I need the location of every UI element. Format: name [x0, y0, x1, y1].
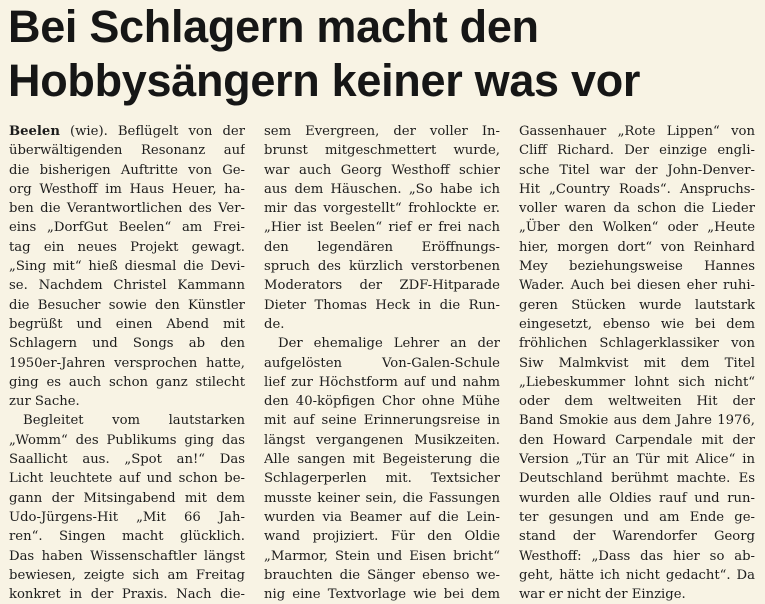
- text-line: spruch des kürzlich verstorbenen: [264, 259, 500, 275]
- text-line: Version „Tür an Tür mit Alice“ in: [519, 452, 755, 468]
- text-line: „Marmor, Stein und Eisen bricht“: [264, 548, 500, 564]
- text-line: „Hier ist Beelen“ rief er frei nach: [264, 220, 500, 236]
- text-line: ging es auch schon ganz stilecht: [9, 374, 245, 390]
- text-line: aufgelösten Von-Galen-Schule: [264, 355, 500, 371]
- text-line: org Westhoff im Haus Heuer, ha-: [9, 181, 245, 197]
- text-line: Dieter Thomas Heck in die Run-: [264, 297, 500, 313]
- text-line: begrüßt und einen Abend mit: [9, 316, 245, 332]
- text-line: nig eine Textvorlage wie bei dem: [264, 587, 500, 603]
- text-line: wand projiziert. Für den Oldie: [264, 529, 500, 545]
- text-line: voller waren da schon die Lieder: [519, 201, 755, 217]
- text-line: Westhoff: „Dass das hier so ab-: [519, 548, 755, 564]
- text-line: konkret in der Praxis. Nach die-: [9, 587, 245, 603]
- text-line: mir das vorgestellt“ frohlockte er.: [264, 201, 500, 217]
- text-line: war auch Georg Westhoff schier: [264, 162, 500, 178]
- headline-line-2: Hobbysängern keiner was vor: [8, 55, 641, 106]
- text-column-1: [9, 122, 245, 604]
- text-line: längst vergangenen Musikzeiten.: [264, 432, 500, 448]
- text-line: Das haben Wissenschaftler längst: [9, 548, 245, 564]
- text-line: Gassenhauer „Rote Lippen“ von: [519, 124, 755, 139]
- text-line: Udo-Jürgens-Hit „Mit 66 Jah-: [9, 509, 245, 525]
- headline: [8, 0, 640, 108]
- text-line: Deutschland berühmt machte. Es: [519, 471, 755, 487]
- text-line: bewiesen, zeigte sich am Freitag: [9, 567, 245, 583]
- text-line: Schlagern und Songs ab den: [9, 336, 245, 352]
- dateline: Beelen: [9, 124, 60, 139]
- text-line: mit auf seine Erinnerungsreise in: [264, 413, 500, 429]
- text-line: se. Nachdem Christel Kammann: [9, 278, 245, 294]
- text-line: Band Smokie aus dem Jahre 1976,: [519, 413, 755, 429]
- text-line: 1950er-Jahren versprochen hatte,: [9, 355, 245, 371]
- text-line: die Besucher sowie den Künstler: [9, 297, 245, 313]
- text-line: eins „DorfGut Beelen“ am Frei-: [9, 220, 245, 236]
- text-line: wurden alle Oldies rauf und run-: [519, 490, 755, 506]
- text-line: geren Stücken wurde lautstark: [519, 297, 755, 313]
- text-line: Alle sangen mit Begeisterung die: [264, 452, 500, 468]
- text-line: brunst mitgeschmettert wurde,: [264, 143, 500, 159]
- text-line: Begleitet vom lautstarken: [23, 413, 245, 429]
- text-line: Hit „Country Roads“. Anspruchs-: [519, 181, 755, 197]
- text-line: den 40-köpfigen Chor ohne Mühe: [264, 394, 500, 410]
- text-line: fröhlichen Schlagerklassiker von: [519, 336, 755, 352]
- text-line-rest: (wie). Beflügelt von der: [59, 124, 245, 139]
- text-column-2: [264, 122, 500, 604]
- text-line: „Womm“ des Publikums ging das: [9, 432, 245, 448]
- text-line: aus dem Häuschen. „So habe ich: [264, 181, 500, 197]
- text-line: brauchten die Sänger ebenso we-: [264, 567, 500, 583]
- text-line: den legendären Eröffnungs-: [264, 239, 500, 255]
- text-line: lief zur Höchstform auf und nahm: [264, 374, 500, 390]
- text-line: den Howard Carpendale mit der: [519, 432, 755, 448]
- text-column-3: [519, 122, 755, 604]
- text-line: sche Titel war der John-Denver-: [519, 162, 755, 178]
- text-line: ben die Verantwortlichen des Ver-: [9, 201, 245, 217]
- text-line: Wader. Auch bei diesen eher ruhi-: [519, 278, 755, 294]
- text-line: stand der Warendorfer Georg: [519, 529, 755, 545]
- text-line: „Sing mit“ hieß diesmal die Devi-: [9, 259, 245, 275]
- text-line: Moderators der ZDF-Hitparade: [264, 278, 500, 294]
- text-line: eingesetzt, ebenso wie bei dem: [519, 316, 755, 332]
- text-line: Licht leuchtete auf und schon be-: [9, 471, 245, 487]
- text-line: überwältigenden Resonanz auf: [9, 143, 245, 159]
- text-line: Cliff Richard. Der einzige engli-: [519, 143, 755, 159]
- text-line: tag ein neues Projekt gewagt.: [9, 239, 245, 255]
- text-line: hier, morgen dort“ von Reinhard: [519, 239, 755, 255]
- text-line: „Liebeskummer lohnt sich nicht“: [519, 374, 755, 390]
- text-line: „Über den Wolken“ oder „Heute: [519, 220, 755, 236]
- text-line: ter gesungen und am Ende ge-: [519, 509, 755, 525]
- text-line: oder dem weltweiten Hit der: [519, 394, 755, 410]
- text-line: geht, hätte ich nicht gedacht“. Da: [519, 567, 755, 583]
- headline-line-1: Bei Schlagern macht den: [8, 1, 539, 52]
- text-line: war er nicht der Einzige.: [519, 587, 686, 603]
- text-line: die bisherigen Auftritte von Ge-: [9, 162, 245, 178]
- text-line: gann der Mitsingabend mit dem: [9, 490, 245, 506]
- text-line: Der ehemalige Lehrer an der: [278, 336, 500, 352]
- text-line: Schlagerperlen mit. Textsicher: [264, 471, 500, 487]
- text-line: sem Evergreen, der voller In-: [264, 124, 500, 139]
- text-line: Mey beziehungsweise Hannes: [519, 259, 755, 275]
- text-line: zur Sache.: [9, 394, 80, 410]
- text-line: wurden via Beamer auf die Lein-: [264, 509, 500, 525]
- text-line: [9, 122, 245, 141]
- text-line: ren“. Singen macht glücklich.: [9, 529, 245, 545]
- text-line: musste keiner sein, die Fassungen: [264, 490, 500, 506]
- text-line: Saallicht aus. „Spot an!“ Das: [9, 452, 245, 468]
- text-line: Siw Malmkvist mit dem Titel: [519, 355, 755, 371]
- text-line: de.: [264, 316, 285, 332]
